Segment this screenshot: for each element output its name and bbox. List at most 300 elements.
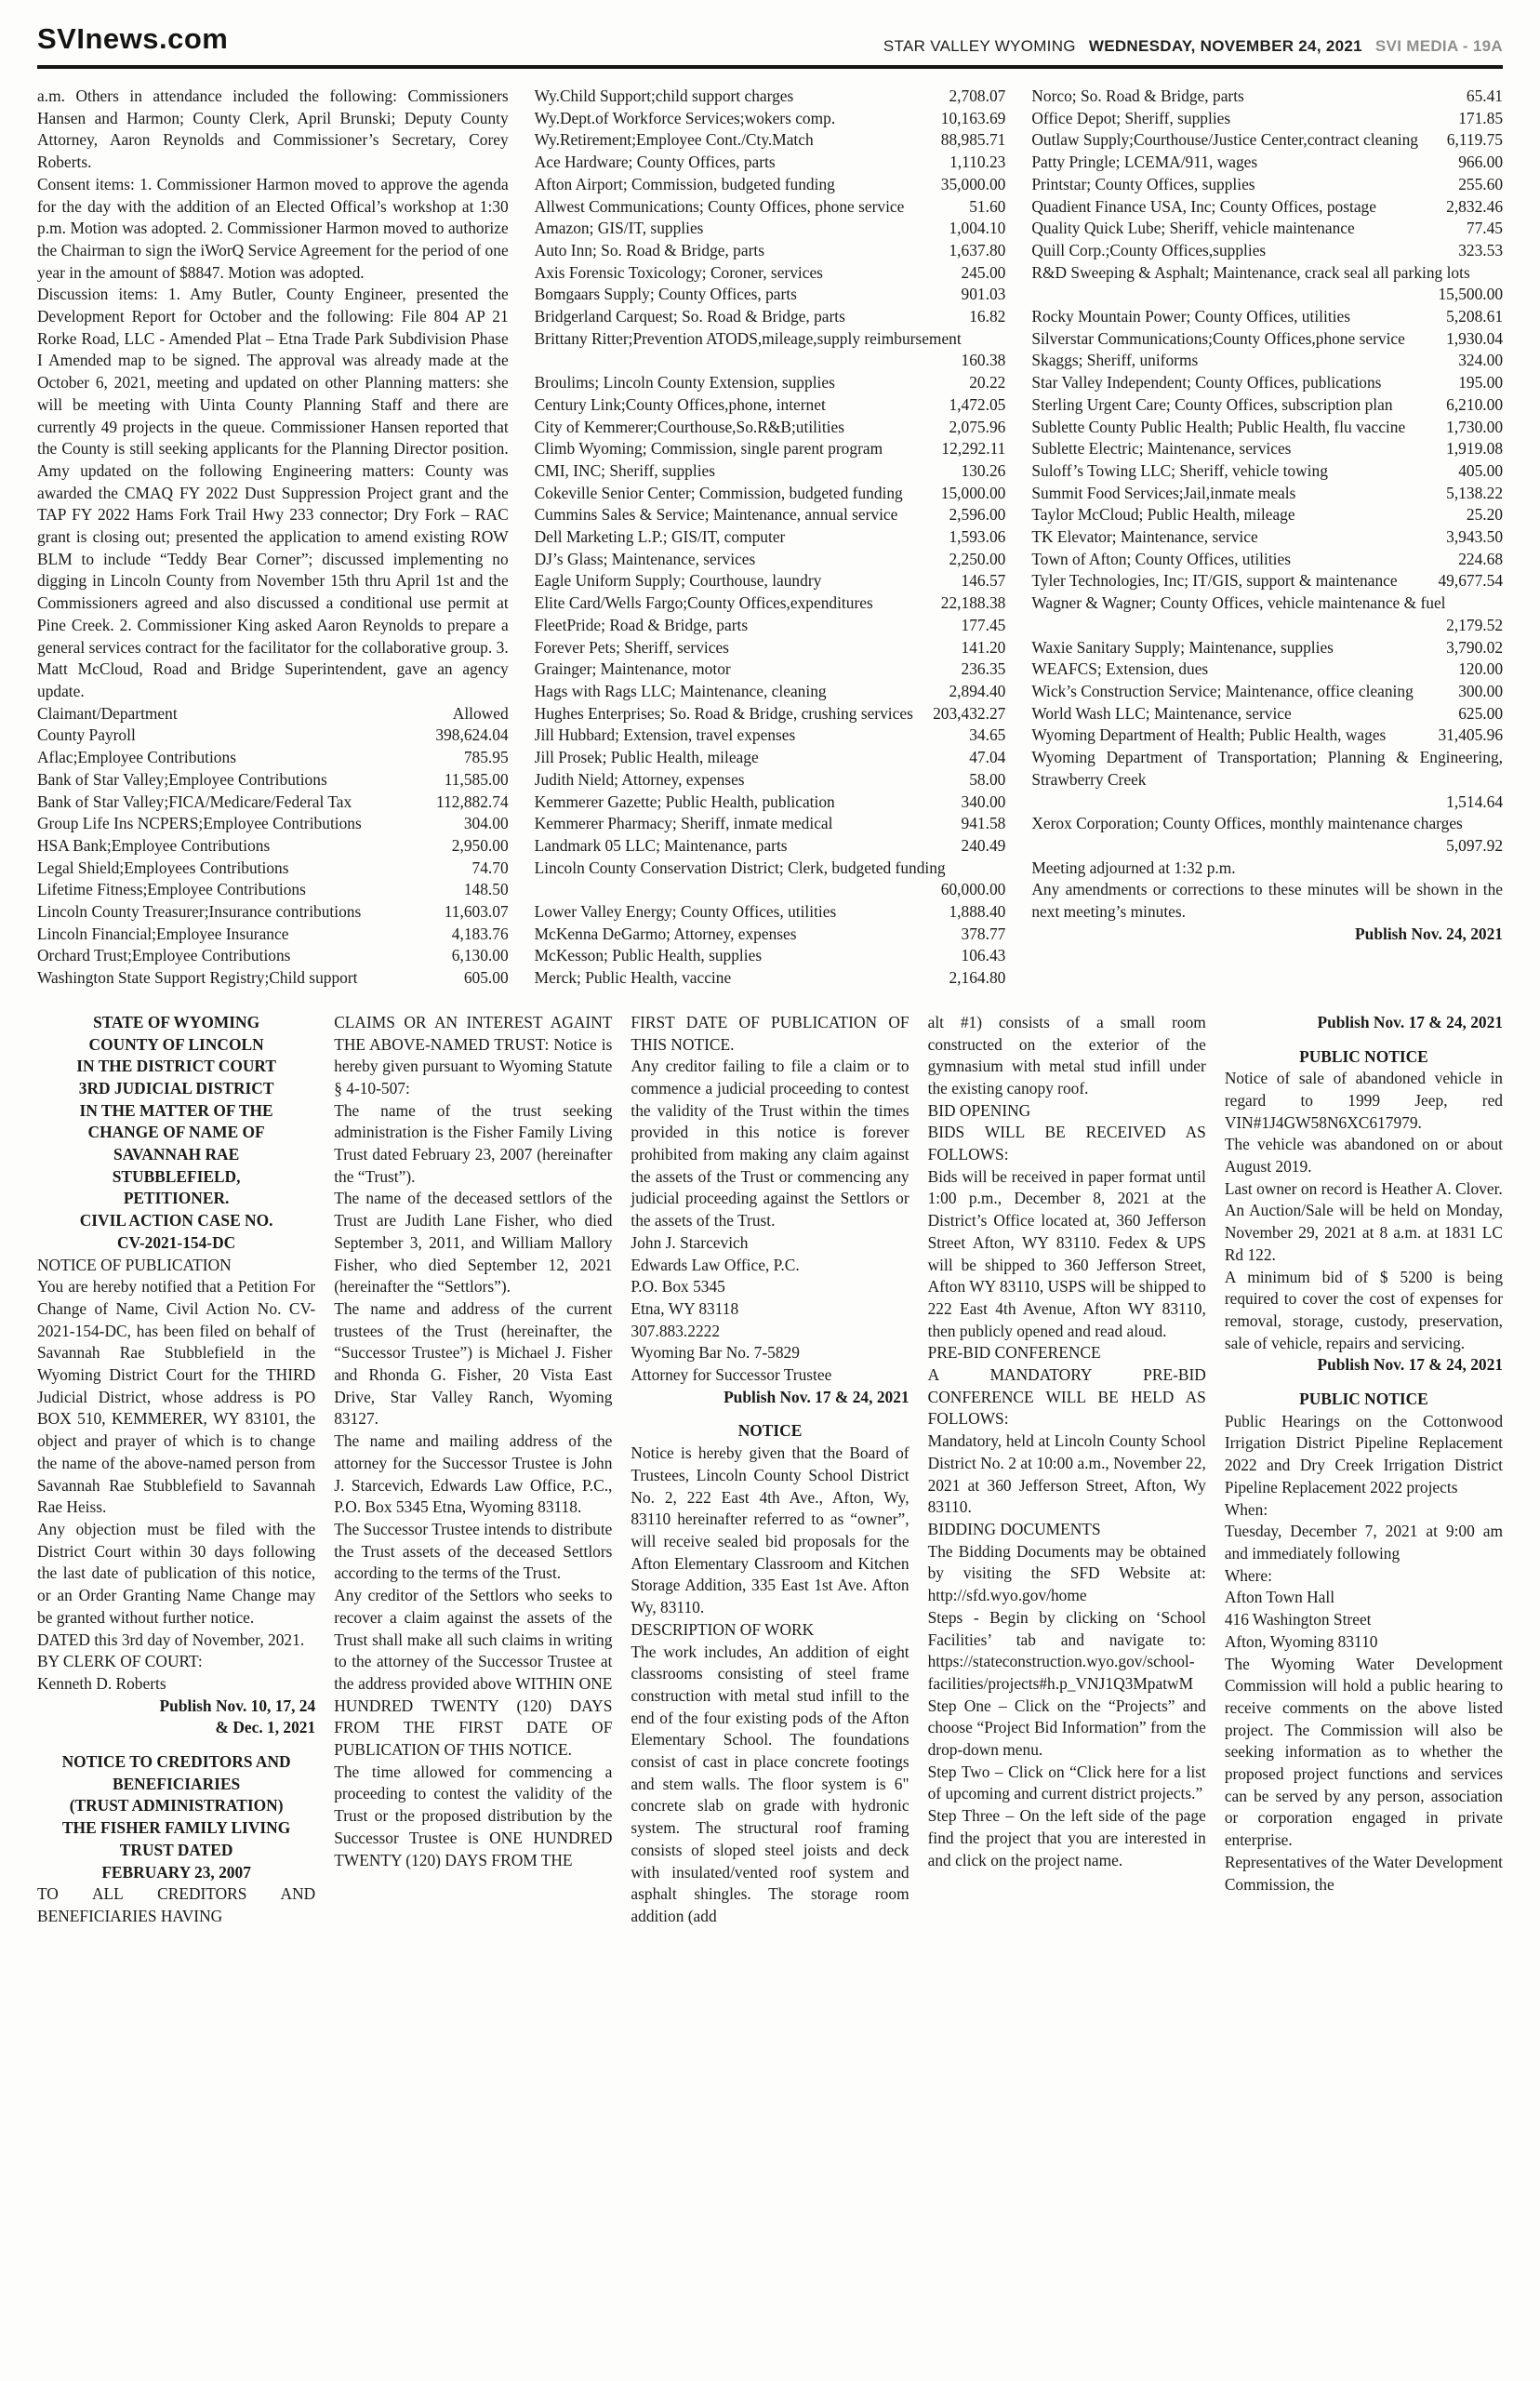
claim-amount: 1,930.04	[1446, 328, 1504, 348]
claim-row	[535, 681, 1006, 703]
claim-row	[535, 658, 1006, 681]
paragraph: A minimum bid of $ 5200 is being required to cover the cost of expenses for removal, storage, custody, preservation, sale of vehicle, repairs and servicing.	[1224, 1267, 1504, 1352]
claimant-department: Suloff’s Towing LLC; Sheriff, vehicle towing	[1031, 460, 1328, 480]
claim-amount: 35,000.00	[940, 174, 1006, 193]
claim-amount: 1,888.40	[949, 902, 1006, 922]
claimant-department: Lincoln Financial;Employee Insurance	[37, 924, 289, 943]
claimant-department: Kemmerer Gazette; Public Health, publication	[534, 791, 835, 811]
claim-amount: 6,130.00	[451, 946, 509, 965]
claim-amount: 300.00	[1458, 681, 1504, 700]
claimant-department: DJ’s Glass; Maintenance, services	[534, 549, 756, 568]
claimant-department: Skaggs; Sheriff, uniforms	[1031, 351, 1199, 370]
notice-heading: NOTICE	[737, 1421, 803, 1441]
top-column-1	[37, 86, 509, 990]
claimant-department: TK Elevator; Maintenance, service	[1031, 527, 1258, 547]
claim-row	[535, 858, 1006, 901]
claim-amount: 195.00	[1458, 373, 1504, 392]
claimant-department: Elite Card/Wells Fargo;County Offices,expenditures	[534, 593, 873, 613]
claimant-department: Hughes Enterprises; So. Road & Bridge, crushing services	[534, 703, 913, 723]
claim-amount: 31,405.96	[1438, 725, 1504, 745]
claimant-department: McKesson; Public Health, supplies	[534, 946, 763, 965]
claim-amount: 148.50	[463, 880, 509, 899]
claim-amount: 1,514.64	[1446, 791, 1504, 811]
claimant-department: Lifetime Fitness;Employee Contributions	[37, 880, 306, 899]
claim-row	[535, 108, 1006, 130]
claim-amount: 398,624.04	[435, 725, 509, 745]
claim-row	[1031, 438, 1503, 460]
paragraph: TO ALL CREDITORS AND BENEFICIARIES HAVING	[37, 1884, 316, 1925]
claimant-department: Hags with Rags LLC; Maintenance, cleaning	[534, 681, 827, 700]
text-line: When:	[1224, 1499, 1268, 1519]
text-line: Kenneth D. Roberts	[37, 1673, 166, 1693]
claim-row	[535, 901, 1006, 924]
masthead-rule	[37, 65, 1503, 69]
claimant-department: County Payroll	[37, 725, 136, 745]
claim-row	[37, 747, 509, 769]
claimant-department: Aflac;Employee Contributions	[37, 748, 236, 767]
claim-row	[37, 769, 509, 791]
claim-amount: 4,183.76	[451, 924, 509, 943]
claim-amount: 1,730.00	[1446, 417, 1504, 436]
claim-row	[37, 945, 509, 967]
claim-amount: 25.20	[1466, 505, 1504, 525]
claim-row	[1031, 417, 1503, 439]
bottom-column-1	[37, 1012, 315, 1928]
claimant-department: Quadient Finance USA, Inc; County Offices, postage	[1031, 196, 1376, 216]
masthead	[37, 22, 1503, 63]
claim-row	[1031, 350, 1503, 372]
notice-heading: STATE OF WYOMING COUNTY OF LINCOLN IN THE DISTRICT COURT 3RD JUDICIAL DISTRICT IN THE MATTER OF THE CHANGE OF NAME OF SAVANNAH RAE STUBBLEFIELD, PETITIONER. CIVIL ACTION CASE NO. CV-2021-154-DC	[76, 1012, 276, 1252]
claim-amount: 901.03	[961, 285, 1006, 304]
claimant-department: Amazon; GIS/IT, supplies	[534, 219, 704, 238]
claim-row	[1031, 658, 1503, 681]
claim-row	[37, 725, 509, 747]
spacer	[37, 1739, 315, 1751]
claim-amount: 605.00	[463, 968, 509, 988]
claimant-department: Wagner & Wagner; County Offices, vehicle maintenance & fuel	[1031, 593, 1446, 613]
paragraph: The name and address of the current trustees of the Trust (hereinafter, the “Successor Trustee”) is Michael J. Fisher and Rhonda G. Fisher, 20 Vista East Drive, Star Valley Ranch, Wyoming 83127.	[334, 1298, 613, 1429]
text-line: John J. Starcevich	[631, 1232, 749, 1252]
claimant-department: Axis Forensic Toxicology; Coroner, services	[534, 262, 823, 282]
paragraph: The name of the deceased settlors of the Trust are Judith Lane Fisher, who died September 3, 2011, and William Mallory Fisher, who died September 12, 2021 (hereinafter the “Settlors”).	[334, 1189, 613, 1297]
allowed-column-label: Allowed	[452, 703, 509, 723]
paragraph: Any objection must be filed with the District Court within 30 days following the last date of publication of this notice, or an Order Granting Name Change may be granted without further notice.	[37, 1520, 316, 1627]
claimant-department: Wy.Child Support;child support charges	[534, 86, 794, 105]
claim-row	[1031, 504, 1503, 526]
claim-row	[535, 570, 1006, 592]
notice-heading: NOTICE TO CREDITORS AND BENEFICIARIES (TRUST ADMINISTRATION) THE FISHER FAMILY LIVING TRUST DATED FEBRUARY 23, 2007	[61, 1752, 291, 1882]
claim-amount: 1,004.10	[949, 219, 1006, 238]
text-line: Afton, Wyoming 83110	[1224, 1631, 1378, 1651]
claim-amount: 1,919.08	[1446, 439, 1504, 459]
claim-amount: 240.49	[961, 835, 1006, 855]
claimant-department: Sublette Electric; Maintenance, services	[1031, 439, 1292, 459]
claim-amount: 49,677.54	[1438, 571, 1504, 591]
claim-amount: 6,210.00	[1446, 394, 1504, 414]
masthead-edition-page: SVI MEDIA - 19A	[1374, 37, 1503, 55]
claimant-department: Cummins Sales & Service; Maintenance, annual service	[534, 505, 898, 525]
paragraph: You are hereby notified that a Petition For Change of Name, Civil Action No. CV-2021-154-DC, has been filed on behalf of Savannah Rae Stubblefield in the Wyoming District Court for the THIRD Judicial District, whose address is PO BOX 510, KEMMERER, WY 83101, the object and prayer of which is to change the name of the above-named person from Savannah Rae Stubblefield to Savannah Rae Heiss.	[37, 1277, 316, 1517]
paragraph: The time allowed for commencing a proceeding to contest the validity of the Trust or the proposed distribution by the Successor Trustee is ONE HUNDRED TWENTY (120) DAYS FROM THE	[334, 1762, 613, 1869]
claim-row	[535, 549, 1006, 571]
top-column-2	[535, 86, 1006, 990]
claim-amount: 625.00	[1458, 703, 1504, 723]
text-line: BY CLERK OF COURT:	[37, 1652, 203, 1671]
claim-row	[535, 967, 1006, 990]
claim-row	[1031, 86, 1503, 108]
claimant-department: HSA Bank;Employee Contributions	[37, 835, 271, 855]
claimant-department: Tyler Technologies, Inc; IT/GIS, support & maintenance	[1031, 571, 1398, 591]
claimant-department: Climb Wyoming; Commission, single parent program	[534, 439, 883, 459]
claim-row	[1031, 394, 1503, 417]
text-line: Wyoming Bar No. 7-5829	[631, 1343, 800, 1363]
claimant-department: Group Life Ins NCPERS;Employee Contributions	[37, 814, 362, 833]
claim-row	[37, 901, 509, 924]
claimant-department: Wy.Retirement;Employee Cont./Cty.Match	[534, 130, 814, 150]
bottom-column-2	[334, 1012, 612, 1928]
claim-row	[535, 945, 1006, 967]
claim-row	[1031, 240, 1503, 262]
claimant-department: Quill Corp.;County Offices,supplies	[1031, 240, 1267, 259]
claim-amount: 160.38	[961, 351, 1006, 370]
claimant-department: Forever Pets; Sheriff, services	[534, 637, 729, 657]
text-line: Where:	[1224, 1565, 1272, 1585]
claimant-department: Cokeville Senior Center; Commission, budgeted funding	[534, 483, 903, 502]
paragraph: The Bidding Documents may be obtained by visiting the SFD Website at: http://sfd.wyo.gov/home	[927, 1541, 1206, 1605]
claim-row	[535, 637, 1006, 659]
claim-amount: 2,179.52	[1446, 615, 1504, 634]
claims-header-row	[37, 703, 509, 725]
claim-amount: 12,292.11	[941, 439, 1006, 459]
claimant-department: Wyoming Department of Health; Public Health, wages	[1031, 725, 1387, 745]
claimant-department: Allwest Communications; County Offices, phone service	[534, 196, 905, 216]
text-line: 416 Washington Street	[1224, 1610, 1372, 1629]
text-line: NOTICE OF PUBLICATION	[37, 1255, 232, 1274]
claim-amount: 5,138.22	[1446, 483, 1504, 502]
claim-amount: 941.58	[961, 814, 1006, 833]
paragraph: The Wyoming Water Development Commission will hold a public hearing to receive comments on the above listed project. The Commission will also be seeking information as to whether the proposed project functions and services can be served by any person, association or corporation engaged in private enterprise.	[1224, 1654, 1504, 1850]
claim-amount: 34.65	[969, 725, 1006, 745]
text-line: BIDDING DOCUMENTS	[927, 1520, 1101, 1538]
publish-line: Publish Nov. 24, 2021	[1355, 924, 1504, 943]
claim-amount: 2,075.96	[949, 417, 1006, 436]
claim-row	[535, 196, 1006, 219]
claim-amount: 58.00	[969, 769, 1006, 789]
claim-amount: 3,943.50	[1446, 527, 1504, 547]
claim-amount: 16.82	[969, 307, 1006, 326]
site-logo: SVInews.com	[37, 22, 229, 55]
claimant-department: FleetPride; Road & Bridge, parts	[534, 615, 749, 634]
claimant-department: Jill Prosek; Public Health, mileage	[534, 748, 759, 767]
claim-row	[535, 129, 1006, 152]
claim-row	[37, 858, 509, 880]
claimant-department: Eagle Uniform Supply; Courthouse, laundry	[534, 571, 822, 591]
paragraph: Notice is hereby given that the Board of Trustees, Lincoln County School District No. 2, 222 East 4th Ave., Afton, Wy, 83110 hereinafter referred to as “owner”, will receive sealed bid proposals for the Afton Elementary Classroom and Kitchen Storage Addition, 335 East 1st Ave. Afton Wy, 83110.	[631, 1443, 909, 1617]
claim-row	[535, 592, 1006, 615]
claim-row	[535, 769, 1006, 791]
claim-amount: 203,432.27	[933, 703, 1006, 723]
paragraph: Mandatory, held at Lincoln County School District No. 2 at 10:00 a.m., November 22, 2021 at 360 Jefferson Street, Afton, Wy 83110.	[927, 1431, 1206, 1517]
paragraph: Discussion items: 1. Amy Butler, County Engineer, presented the Development Report for October and the following: File 804 AP 21 Rorke Road, LLC - Amended Plat – Etna Trade Park Subdivision Phase I Amended map to be signed. The approval was already made at the October 6, 2021, meeting and updated on other Planning matters: she will be meeting with Uinta County Planning Staff and there are currently 49 projects in the queue. Commissioner Hansen reported that the County is still seeking applicants for the Planning Director position. Amy updated on the following Engineering matters: County was awarded the CMAQ FY 2022 Dust Suppression Project grant and the TAP FY 2022 Hams Fork Trail Hwy 233 connector; Dry Fork – RAC grant is closing out; presented the application to amend existing ROW BLM to include “Teddy Bear Corner”; discussed implementing no digging in Lincoln County from November 15th thru April 1st and the Commissioners agreed and also discussed a conditional use permit at Pine Creek. 2. Commissioner King asked Aaron Reynolds to prepare a general services contract for the facilitator for the collaborative group. 3. Matt McCloud, Road and Bridge Superintendent, gave an agency update.	[37, 285, 509, 700]
claim-row	[535, 791, 1006, 814]
claimant-department: Jill Hubbard; Extension, travel expenses	[534, 725, 796, 745]
commissioners-minutes-section	[37, 86, 1503, 990]
paragraph: DATED this 3rd day of November, 2021.	[37, 1629, 305, 1649]
masthead-date: WEDNESDAY, NOVEMBER 24, 2021	[1088, 37, 1362, 55]
bottom-column-4	[928, 1012, 1206, 1928]
claim-row	[1031, 108, 1503, 130]
claim-amount: 15,000.00	[940, 483, 1006, 502]
claim-row	[535, 747, 1006, 769]
claim-amount: 378.77	[961, 924, 1006, 943]
spacer	[1225, 1034, 1503, 1046]
text-line: BID OPENING	[927, 1100, 1031, 1120]
paragraph: Steps - Begin by clicking on ‘School Facilities’ tab and navigate to: https://stateconstruction.wyo.gov/school-facilities/projects#h.p_VNJ1Q3MpatwM	[927, 1607, 1206, 1693]
claimant-department: Printstar; County Offices, supplies	[1031, 174, 1255, 193]
claim-amount: 3,790.02	[1446, 637, 1504, 657]
claimant-department: Lower Valley Energy; County Offices, utilities	[534, 902, 837, 922]
claim-amount: 112,882.74	[436, 791, 509, 811]
claim-amount: 11,603.07	[444, 902, 509, 922]
claim-row	[535, 924, 1006, 946]
claim-amount: 47.04	[969, 748, 1006, 767]
paragraph: FIRST DATE OF PUBLICATION OF THIS NOTICE.	[631, 1012, 909, 1054]
claim-row	[535, 504, 1006, 526]
claimant-department: Afton Airport; Commission, budgeted funding	[534, 174, 835, 193]
claim-row	[1031, 174, 1503, 196]
claimant-department: Bank of Star Valley;FICA/Medicare/Federal Tax	[37, 791, 352, 811]
publish-line: Publish Nov. 17 & 24, 2021	[1317, 1355, 1504, 1375]
claim-amount: 1,637.80	[949, 240, 1006, 259]
claim-amount: 2,708.07	[949, 86, 1006, 105]
claim-amount: 1,472.05	[949, 394, 1006, 414]
claimant-department: Washington State Support Registry;Child support	[37, 968, 358, 988]
claimant-department: Star Valley Independent; County Offices, publications	[1031, 373, 1382, 392]
legal-notices-section	[37, 1012, 1503, 1928]
claim-row	[535, 284, 1006, 306]
claimant-department: Waxie Sanitary Supply; Maintenance, supplies	[1031, 637, 1334, 657]
claim-amount: 77.45	[1466, 219, 1504, 238]
text-line: Afton Town Hall	[1224, 1588, 1335, 1607]
text-line: Edwards Law Office, P.C.	[631, 1255, 800, 1274]
claim-amount: 2,832.46	[1446, 196, 1504, 216]
claimant-department: Kemmerer Pharmacy; Sheriff, inmate medical	[534, 814, 833, 833]
text-line: Etna, WY 83118	[631, 1298, 739, 1318]
claim-row	[535, 615, 1006, 637]
claimant-department: Brittany Ritter;Prevention ATODS,mileage,supply reimbursement	[534, 328, 962, 348]
claim-row	[535, 240, 1006, 262]
claimant-department: Town of Afton; County Offices, utilities	[1031, 549, 1291, 568]
notice-heading: PUBLIC NOTICE	[1299, 1390, 1428, 1409]
claim-amount: 5,097.92	[1446, 835, 1504, 855]
claim-row	[1031, 218, 1503, 240]
claim-row	[1031, 129, 1503, 152]
claimant-department: Lincoln County Treasurer;Insurance contributions	[37, 902, 362, 922]
claim-row	[1031, 328, 1503, 351]
paragraph: Representatives of the Water Development Commission, the	[1224, 1852, 1504, 1894]
claimant-department: CMI, INC; Sheriff, supplies	[534, 460, 716, 480]
claimant-department: WEAFCS; Extension, dues	[1031, 659, 1209, 679]
claim-row	[1031, 306, 1503, 328]
claimant-department: Silverstar Communications;County Offices,phone service	[1031, 328, 1405, 348]
claimant-department: Lincoln County Conservation District; Clerk, budgeted funding	[534, 858, 946, 877]
paragraph: Any amendments or corrections to these minutes will be shown in the next meeting’s minutes.	[1031, 880, 1504, 922]
masthead-location: STAR VALLEY WYOMING	[883, 37, 1076, 55]
claim-row	[37, 813, 509, 835]
claimant-department: Sterling Urgent Care; County Offices, subscription plan	[1031, 394, 1393, 414]
text-line: Meeting adjourned at 1:32 p.m.	[1031, 858, 1236, 877]
claim-row	[37, 791, 509, 814]
claimant-department: R&D Sweeping & Asphalt; Maintenance, crack seal all parking lots	[1031, 262, 1470, 282]
claim-row	[1031, 196, 1503, 219]
claim-amount: 177.45	[961, 615, 1006, 634]
claim-amount: 405.00	[1458, 460, 1504, 480]
text-line: 307.883.2222	[631, 1321, 721, 1340]
claim-row	[1031, 372, 1503, 394]
claim-row	[1031, 570, 1503, 592]
claimant-department: Legal Shield;Employees Contributions	[37, 858, 289, 877]
top-column-3	[1031, 86, 1503, 990]
claimant-department: Century Link;County Offices,phone, internet	[534, 394, 826, 414]
claim-amount: 65.41	[1466, 86, 1504, 105]
claimant-department: Bank of Star Valley;Employee Contributions	[37, 769, 327, 789]
claim-amount: 171.85	[1458, 108, 1504, 127]
claim-amount: 1,110.23	[949, 153, 1006, 172]
claimant-department: Office Depot; Sheriff, supplies	[1031, 108, 1231, 127]
paragraph: The vehicle was abandoned on or about August 2019.	[1224, 1135, 1504, 1177]
claim-amount: 324.00	[1458, 351, 1504, 370]
claimant-department: Patty Pringle; LCEMA/911, wages	[1031, 153, 1258, 172]
claimant-department: Ace Hardware; County Offices, parts	[534, 153, 776, 172]
claimant-department: Landmark 05 LLC; Maintenance, parts	[534, 835, 788, 855]
paragraph: Step Three – On the left side of the page find the project that you are interested in and click on the project name.	[927, 1806, 1206, 1869]
claim-row	[1031, 681, 1503, 703]
claim-row	[535, 526, 1006, 549]
claim-amount: 2,894.40	[949, 681, 1006, 700]
claim-row	[535, 725, 1006, 747]
claimant-department: Xerox Corporation; County Offices, monthly maintenance charges	[1031, 814, 1463, 833]
claim-row	[535, 306, 1006, 328]
claim-row	[535, 152, 1006, 174]
claimant-department: Summit Food Services;Jail,inmate meals	[1031, 483, 1296, 502]
claim-row	[535, 328, 1006, 372]
claim-row	[535, 438, 1006, 460]
claim-row	[1031, 152, 1503, 174]
claim-amount: 323.53	[1458, 240, 1504, 259]
claim-amount: 130.26	[961, 460, 1006, 480]
claim-row	[37, 967, 509, 990]
paragraph: The name of the trust seeking administration is the Fisher Family Living Trust dated February 23, 2007 (hereinafter the “Trust”).	[334, 1100, 613, 1186]
paragraph: Last owner on record is Heather A. Clover.	[1224, 1178, 1503, 1198]
paragraph: Public Hearings on the Cottonwood Irrigation District Pipeline Replacement 2022 and Dry Creek Irrigation District Pipeline Replacement 2022 projects	[1224, 1411, 1504, 1496]
claim-amount: 22,188.38	[940, 593, 1006, 613]
claim-row	[535, 86, 1006, 108]
text-line: PRE-BID CONFERENCE	[927, 1343, 1101, 1363]
claim-row	[535, 835, 1006, 858]
claim-amount: 106.43	[961, 946, 1006, 965]
claimant-column-label: Claimant/Department	[37, 703, 178, 723]
claimant-department: Merck; Public Health, vaccine	[534, 968, 732, 988]
claim-amount: 2,164.80	[949, 968, 1006, 988]
claimant-department: Bridgerland Carquest; So. Road & Bridge, parts	[534, 307, 845, 326]
paragraph: Notice of sale of abandoned vehicle in regard to 1999 Jeep, red VIN#1J4GW58N6XC617979.	[1224, 1069, 1504, 1132]
paragraph: Step One – Click on the “Projects” and choose “Project Bid Information” from the drop-down menu.	[927, 1696, 1206, 1760]
claim-row	[37, 835, 509, 858]
claimant-department: Orchard Trust;Employee Contributions	[37, 946, 291, 965]
claim-amount: 966.00	[1458, 153, 1504, 172]
claim-amount: 74.70	[471, 858, 509, 877]
paragraph: Consent items: 1. Commissioner Harmon moved to approve the agenda for the day with the addition of an Elected Offical’s workshop at 1:30 p.m. Motion was adopted. 2. Commissioner Harmon moved to authorize the Chairman to sign the iWorQ Service Agreement for the period of one year in the amount of $8847. Motion was adopted.	[37, 174, 509, 282]
paragraph: Bids will be received in paper format until 1:00 p.m., December 8, 2021 at the District’s Office located at, 360 Jefferson Street Afton, WY 83110. Fedex & UPS will be shipped to 360 Jefferson Street, Afton WY 83110, USPS will be shipped to 222 East 4th Avenue, Afton WY 83110, then publicly opened and read aloud.	[927, 1166, 1206, 1340]
bottom-column-5	[1225, 1012, 1503, 1928]
claim-amount: 255.60	[1458, 174, 1504, 193]
claimant-department: Rocky Mountain Power; County Offices, utilities	[1031, 307, 1350, 326]
claim-amount: 5,208.61	[1446, 307, 1504, 326]
claim-row	[535, 262, 1006, 285]
claim-row	[535, 813, 1006, 835]
bottom-column-3	[631, 1012, 909, 1928]
claim-amount: 2,596.00	[949, 505, 1006, 525]
claimant-department: Wy.Dept.of Workforce Services;wokers comp.	[534, 108, 836, 127]
claim-row	[37, 924, 509, 946]
claimant-department: Dell Marketing L.P.; GIS/IT, computer	[534, 527, 786, 547]
claim-row	[1031, 526, 1503, 549]
spacer	[631, 1408, 909, 1420]
claimant-department: World Wash LLC; Maintenance, service	[1031, 703, 1292, 723]
paragraph: CLAIMS OR AN INTEREST AGAINT THE ABOVE-NAMED TRUST: Notice is hereby given pursuant to Wyoming Statute § 4-10-507:	[334, 1012, 613, 1097]
claim-amount: 146.57	[961, 571, 1006, 591]
paragraph: The name and mailing address of the attorney for the Successor Trustee is John J. Starcevich, Edwards Law Office, P.C., P.O. Box 5345 Etna, Wyoming 83118.	[334, 1431, 613, 1517]
claim-row	[535, 174, 1006, 196]
claimant-department: Grainger; Maintenance, motor	[534, 659, 731, 679]
claim-row	[1031, 592, 1503, 636]
notice-heading: PUBLIC NOTICE	[1299, 1046, 1428, 1066]
publish-line: Publish Nov. 17 & 24, 2021	[1317, 1012, 1504, 1031]
paragraph: BIDS WILL BE RECEIVED AS FOLLOWS:	[927, 1123, 1206, 1164]
claimant-department: Judith Nield; Attorney, expenses	[534, 769, 745, 789]
paragraph: A MANDATORY PRE-BID CONFERENCE WILL BE HELD AS FOLLOWS:	[927, 1365, 1206, 1429]
paragraph: alt #1) consists of a small room constructed on the exterior of the gymnasium with metal stud infill under the existing canopy roof.	[927, 1012, 1206, 1097]
claim-amount: 11,585.00	[444, 769, 509, 789]
claim-row	[1031, 483, 1503, 505]
claim-amount: 120.00	[1458, 659, 1504, 679]
claim-amount: 6,119.75	[1446, 130, 1504, 150]
claim-amount: 785.95	[463, 748, 509, 767]
claim-amount: 236.35	[961, 659, 1006, 679]
claim-amount: 60,000.00	[940, 880, 1006, 899]
claim-row	[1031, 262, 1503, 306]
claim-amount: 51.60	[969, 196, 1006, 216]
publish-line: Publish Nov. 17 & 24, 2021	[724, 1387, 909, 1406]
text-line: Attorney for Successor Trustee	[631, 1365, 832, 1385]
claim-row	[1031, 725, 1503, 747]
paragraph: An Auction/Sale will be held on Monday, November 29, 2021 at 8 a.m. at 1831 LC Rd 122.	[1224, 1201, 1504, 1264]
claim-amount: 88,985.71	[940, 130, 1006, 150]
claim-row	[1031, 813, 1503, 857]
paragraph: Any creditor of the Settlors who seeks to recover a claim against the assets of the Trust shall make all such claims in writing to the attorney of the Successor Trustee at the address provided above WITHIN ONE HUNDRED TWENTY (120) DAYS FROM THE FIRST DATE OF PUBLICATION OF THIS NOTICE.	[334, 1586, 613, 1760]
claimant-department: Wyoming Department of Transportation; Planning & Engineering, Strawberry Creek	[1031, 748, 1504, 789]
claim-row	[37, 879, 509, 901]
claim-row	[535, 460, 1006, 483]
claim-row	[1031, 637, 1503, 659]
claim-row	[1031, 549, 1503, 571]
claim-amount: 15,500.00	[1438, 285, 1504, 304]
claim-row	[1031, 747, 1503, 813]
claim-amount: 304.00	[463, 814, 509, 833]
claim-row	[535, 417, 1006, 439]
claim-amount: 2,250.00	[949, 549, 1006, 568]
paragraph: The work includes, An addition of eight classrooms consisting of steel frame construction with metal stud infill to the end of the four existing pods of the Afton Elementary School. The foundations consist of cast in place concrete footings and stem walls. The floor system is 6" concrete slab on grade with hydronic system. The structural roof framing consists of sloped steel joists and deck with insulated/vented roof system and asphalt shingles. The storage room addition (add	[631, 1642, 909, 1925]
